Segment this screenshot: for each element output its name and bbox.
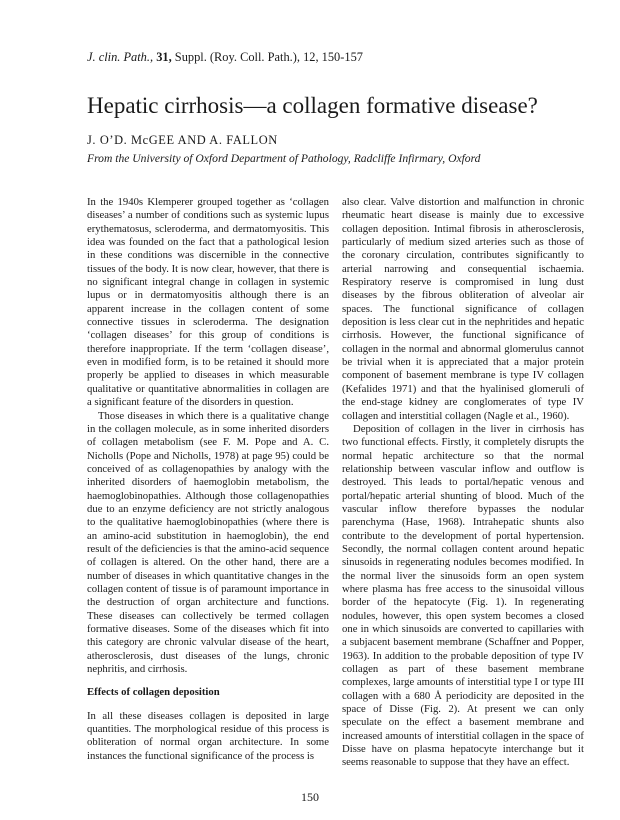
journal-volume: 31, bbox=[156, 50, 172, 64]
paragraph: In the 1940s Klemperer grouped together as ‘collagen diseases’ a number of conditions such as systemic lupus erythematosus, scleroderma, and dermatomyositis. This idea was founded on the fact that a pathological lesion in these conditions was discernible in the connective tissues of the body. It is now clear, however, that there is no significant integral change in collagen in systemic lupus or in dermatomyositis although there is an apparent increase in the collagen content of some connective tissues in scleroderma. The designation ‘collagen diseases’ for this group of conditions is therefore inappropriate. If the term ‘collagen disease’, even in modified form, is to be retained it should more properly be applied to diseases in which measurable qualitative or quantitative abnormalities in collagen are a significant feature of the disorders in question. bbox=[87, 196, 329, 409]
journal-citation bbox=[87, 50, 547, 65]
journal-supplement: Suppl. (Roy. Coll. Path.), 12, 150-157 bbox=[174, 50, 363, 64]
article-title: Hepatic cirrhosis—a collagen formative disease? bbox=[87, 93, 538, 118]
right-column bbox=[342, 196, 584, 770]
paragraph: Deposition of collagen in the liver in cirrhosis has two functional effects. Firstly, it completely disrupts the normal hepatic architecture so that the normal relationship between vascular inflow and outflow is destroyed. This leads to portal/hepatic venous and portal/hepatic arterial shunting of blood. Much of the vascular inflow therefore bypasses the nodular parenchyma (Hase, 1968). Intrahepatic shunts also contribute to the development of portal hypertension. Secondly, the normal collagen content around hepatic sinusoids in regenerating nodules becomes modified. In the normal liver the sinusoids form an open system where plasma has free access to the sinusoidal villous border of the hepatocyte (Fig. 1). In regenerating nodules, however, this open system becomes a closed one in which sinusoids are converted to capillaries with a subjacent basement membrane (Schaffner and Popper, 1963). In addition to the probable deposition of type IV collagen as part of these basement membrane complexes, large amounts of interstitial type I or type III collagen with a 680 Å periodicity are deposited in the space of Disse (Fig. 2). At present we can only speculate on the effect a basement membrane and increased amounts of interstitial collagen in the space of Disse have on plasma hepatocyte interchange but it seems reasonable to suppose that they have an effect. bbox=[342, 422, 584, 769]
paragraph: Those diseases in which there is a qualitative change in the collagen molecule, as in some inherited disorders of collagen metabolism (see F. M. Pope and A. C. Nicholls (Pope and Nicholls, 1978) at page 95) could be conceived of as collagenopathies by analogy with the inherited disorders of haemoglobin metabolism, the haemoglobinopathies. Although those collagenopathies due to an enzyme deficiency are not strictly analogous to the qualitative haemoglobinopathies (where there is an amino-acid substitution in haemoglobin), the end result of the deficiencies is that the amino-acid sequence of collagen is altered. On the other hand, there are a number of diseases in which quantitative changes in the collagen content of tissue is of paramount importance in the destruction of organ architecture and functions. These diseases can collectively be termed collagen formative diseases. Some of the diseases which fit into this category are chronic valvular disease of the heart, atherosclerosis, dust diseases of the lungs, chronic nephritis, and cirrhosis. bbox=[87, 409, 329, 676]
paragraph: In all these diseases collagen is deposited in large quantities. The morphological residue of this process is obliteration of normal organ architecture. In some instances the functional significance of the process is bbox=[87, 709, 329, 762]
left-column bbox=[87, 196, 329, 763]
article-affiliation: From the University of Oxford Department of Pathology, Radcliffe Infirmary, Oxford bbox=[87, 152, 481, 165]
article-authors: J. O’D. McGEE AND A. FALLON bbox=[87, 133, 278, 147]
paragraph: also clear. Valve distortion and malfunction in chronic rheumatic heart disease is mainly due to excessive collagen deposition. Intimal fibrosis in atherosclerosis, particularly of medium sized arteries such as those of the coronary circulation, contributes significantly to arterial narrowing and consequential ischaemia. Respiratory reserve is compromised in lung dust diseases by the fibrous obliteration of alveolar air spaces. The functional significance of collagen deposition is less clear cut in the nephritides and hepatic cirrhosis. However, the functional significance of collagen in the normal and abnormal glomerulus cannot be trivial when it is appreciated that a major protein component of basement membrane is type IV collagen (Kefalides 1971) and that the hyalinised glomeruli of the end-stage kidney are conglomerates of type IV collagen and interstitial collagen (Nagle et al., 1960). bbox=[342, 196, 584, 422]
page-number: 150 bbox=[301, 790, 319, 804]
section-heading: Effects of collagen deposition bbox=[87, 686, 220, 699]
journal-name: J. clin. Path., bbox=[87, 50, 154, 64]
